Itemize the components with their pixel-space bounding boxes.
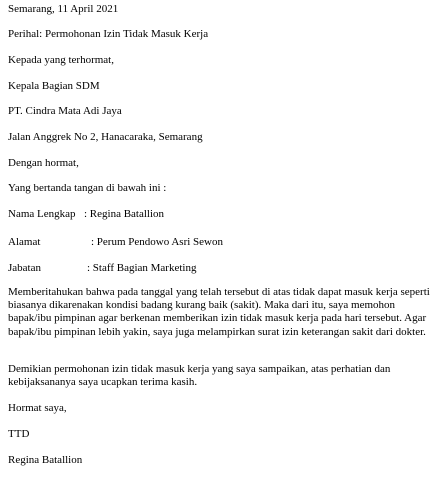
- intro-line: Yang bertanda tangan di bawah ini :: [8, 182, 167, 194]
- field-row-name: [8, 208, 164, 221]
- greeting: Dengan hormat,: [8, 157, 79, 169]
- field-row-position: [8, 262, 196, 275]
- body-paragraph: Memberitahukan bahwa pada tanggal yang telah tersebut di atas tidak dapat masuk kerja seperti biasanya dikarenakan kondisi badang kurang baik (sakit). Maka dari itu, saya memohon bapak/ibu pimpinan agar berkenan memberikan izin tidak masuk kerja pada hari tersebut. Agar bapak/ibu pimpinan lebih yakin, saya juga melampirkan surat izin keterangan sakit dari dokter.: [8, 286, 430, 338]
- field-value-position: : Staff Bagian Marketing: [87, 262, 197, 274]
- salutation-to: Kepada yang terhormat,: [8, 54, 114, 66]
- field-row-address: [8, 236, 223, 249]
- field-value-name: : Regina Batallion: [84, 208, 165, 220]
- sign-off: Hormat saya,: [8, 402, 67, 414]
- company-name: PT. Cindra Mata Adi Jaya: [8, 105, 122, 117]
- signer-name: Regina Batallion: [8, 454, 83, 466]
- date-line: Semarang, 11 April 2021: [8, 3, 119, 15]
- closing-paragraph: Demikian permohonan izin tidak masuk kerja yang saya sampaikan, atas perhatian dan kebijaksananya saya ucapkan terima kasih.: [8, 363, 391, 389]
- company-address: Jalan Anggrek No 2, Hanacaraka, Semarang: [8, 131, 203, 143]
- field-label-name: Nama Lengkap: [8, 208, 76, 220]
- field-label-address: Alamat: [8, 236, 41, 248]
- recipient-title: Kepala Bagian SDM: [8, 80, 100, 92]
- field-label-position: Jabatan: [8, 262, 41, 274]
- subject-line: Perihal: Permohonan Izin Tidak Masuk Kerja: [8, 28, 209, 40]
- field-value-address: : Perum Pendowo Asri Sewon: [91, 236, 223, 248]
- signature-mark: TTD: [8, 428, 30, 440]
